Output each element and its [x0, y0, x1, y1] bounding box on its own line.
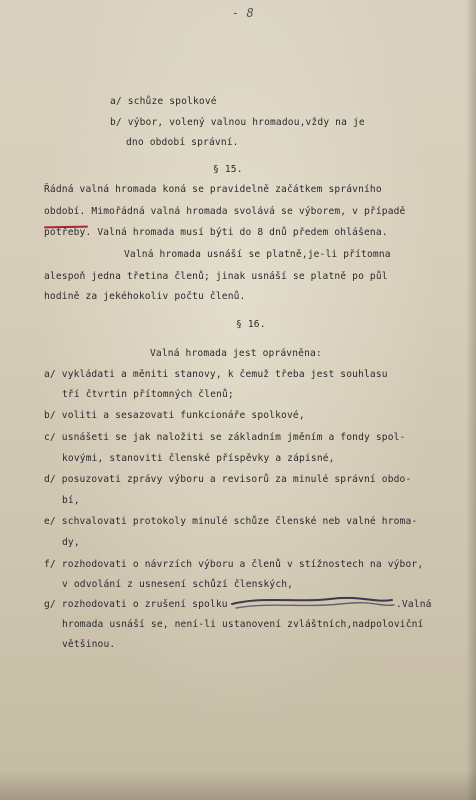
- section-15-line: hodině za jekéhokoliv počtu členů.: [44, 291, 246, 302]
- list-item-a: a/ schůze spolkové: [110, 96, 217, 107]
- section-15-line: Valná hromada usnáší se platně,je-li přítomna: [124, 249, 391, 260]
- section-16-intro: Valná hromada jest oprávněna:: [150, 348, 322, 359]
- section-16-item: v odvolání z usnesení schůzí členských,: [62, 579, 294, 590]
- section-16-item: hromada usnáší se, není-li ustanovení zvláštních,nadpoloviční: [62, 619, 424, 630]
- section-16-item: e/ schvalovati protokoly minulé schůze členské neb valné hroma-: [44, 516, 418, 527]
- section-16-item: f/ rozhodovati o návrzích výboru a členů v stížnostech na výbor,: [44, 559, 424, 570]
- section-16-item: .Valná: [396, 599, 432, 610]
- section-16-item: bí,: [62, 495, 80, 506]
- list-item-b: b/ výbor, volený valnou hromadou,vždy na je: [110, 117, 365, 128]
- section-15-line: potřeby. Valná hromada musí býti do 8 dnů předem ohlášena.: [44, 227, 388, 238]
- section-15-heading: § 15.: [213, 164, 243, 175]
- section-15-line: období. Mimořádná valná hromada svolává se výborem, v případě: [44, 206, 406, 217]
- page-number: - 8: [232, 6, 254, 20]
- section-16-item: dy,: [62, 537, 80, 548]
- section-16-item: c/ usnášeti se jak naložiti se základním jměním a fondy spol-: [44, 432, 406, 443]
- section-15-line: alespoň jedna třetina členů; jinak usnáší se platně po půl: [44, 271, 388, 282]
- section-16-item: většinou.: [62, 639, 116, 650]
- section-16-item: b/ voliti a sesazovati funkcionáře spolkové,: [44, 410, 305, 421]
- section-16-item: g/ rozhodovati o zrušení spolku: [44, 599, 228, 610]
- page-edge-shadow: [0, 770, 476, 800]
- section-16-item: kovými, stanoviti členské příspěvky a zápisné,: [62, 453, 335, 464]
- section-16-item: tří čtvrtin přítomných členů;: [62, 389, 234, 400]
- page-edge-shadow: [466, 0, 476, 800]
- list-item-b-cont: dno období správní.: [126, 137, 239, 148]
- section-15-line: Řádná valná hromada koná se pravidelně začátkem správního: [44, 184, 382, 195]
- section-16-heading: § 16.: [236, 319, 266, 330]
- section-16-item: d/ posuzovati zprávy výboru a revisorů za minulé správní obdo-: [44, 474, 412, 485]
- section-16-item: a/ vykládati a měniti stanovy, k čemuž třeba jest souhlasu: [44, 369, 388, 380]
